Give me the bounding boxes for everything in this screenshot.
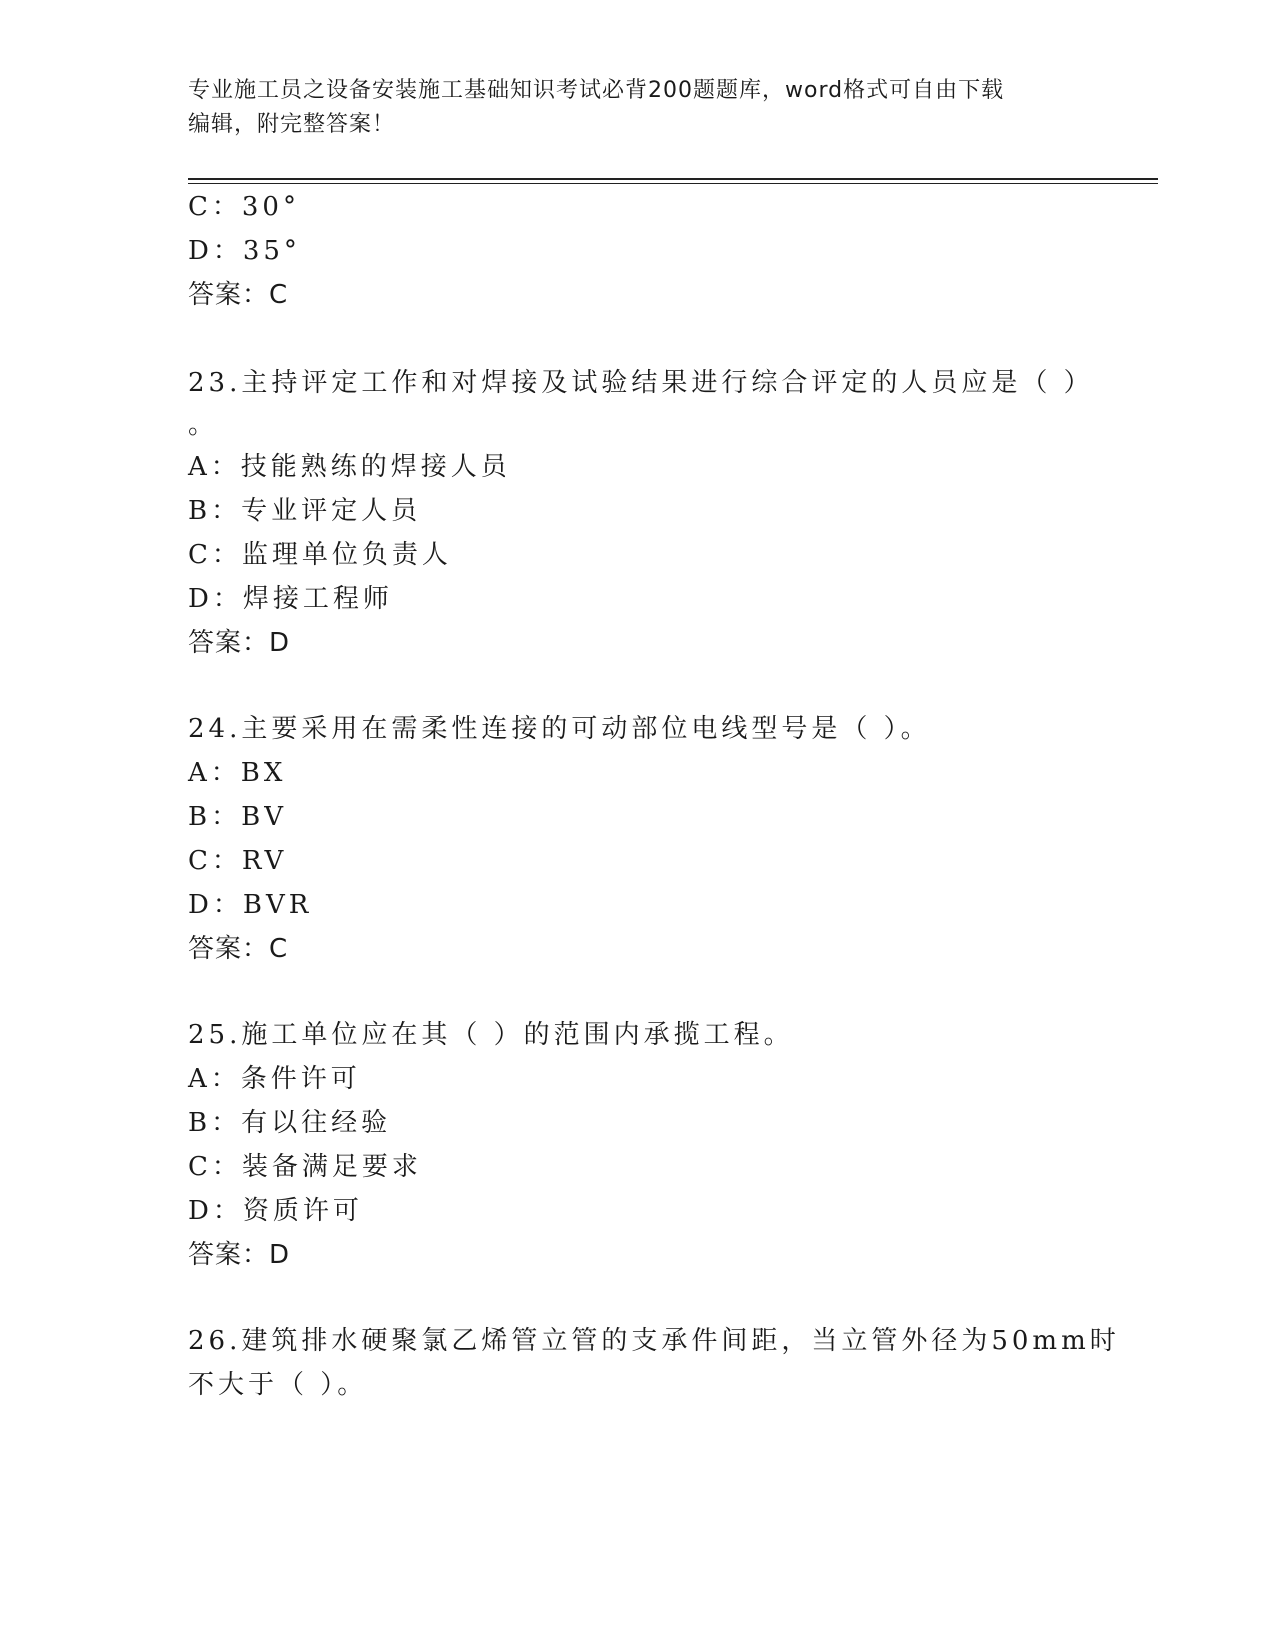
option-b: B：专业评定人员 <box>188 496 422 526</box>
header-rule-thin <box>188 183 1158 184</box>
option-d: D：35° <box>188 236 301 266</box>
header-title-line-2: 编辑，附完整答案！ <box>188 112 396 137</box>
option-c: C：RV <box>188 846 288 876</box>
option-c: C：装备满足要求 <box>188 1152 422 1182</box>
question-23-text-cont: 。 <box>188 410 219 440</box>
header-title-line-1: 专业施工员之设备安装施工基础知识考试必背200题题库，word格式可自由下载 <box>188 78 1005 103</box>
answer-line: 答案：D <box>188 628 291 658</box>
answer-line: 答案：D <box>188 1240 291 1270</box>
option-d: D：资质许可 <box>188 1196 363 1226</box>
option-a: A：条件许可 <box>188 1064 361 1094</box>
question-26-text: 26.建筑排水硬聚氯乙烯管立管的支承件间距，当立管外径为50mm时 <box>188 1326 1120 1356</box>
option-a: A：BX <box>188 758 287 788</box>
question-24-text: 24.主要采用在需柔性连接的可动部位电线型号是（ ）。 <box>188 714 931 744</box>
option-a: A：技能熟练的焊接人员 <box>188 452 511 482</box>
option-b: B：BV <box>188 802 287 832</box>
question-26-text-cont: 不大于（ ）。 <box>188 1370 368 1400</box>
question-25-text: 25.施工单位应在其（ ）的范围内承揽工程。 <box>188 1020 794 1050</box>
option-c: C：30° <box>188 192 300 222</box>
option-d: D：BVR <box>188 890 313 920</box>
header-rule <box>188 178 1158 180</box>
answer-line: 答案：C <box>188 934 289 964</box>
option-d: D：焊接工程师 <box>188 584 393 614</box>
question-23-text: 23.主持评定工作和对焊接及试验结果进行综合评定的人员应是（ ） <box>188 368 1094 398</box>
option-b: B：有以往经验 <box>188 1108 392 1138</box>
document-header <box>188 74 1088 142</box>
answer-line: 答案：C <box>188 280 289 310</box>
option-c: C：监理单位负责人 <box>188 540 452 570</box>
